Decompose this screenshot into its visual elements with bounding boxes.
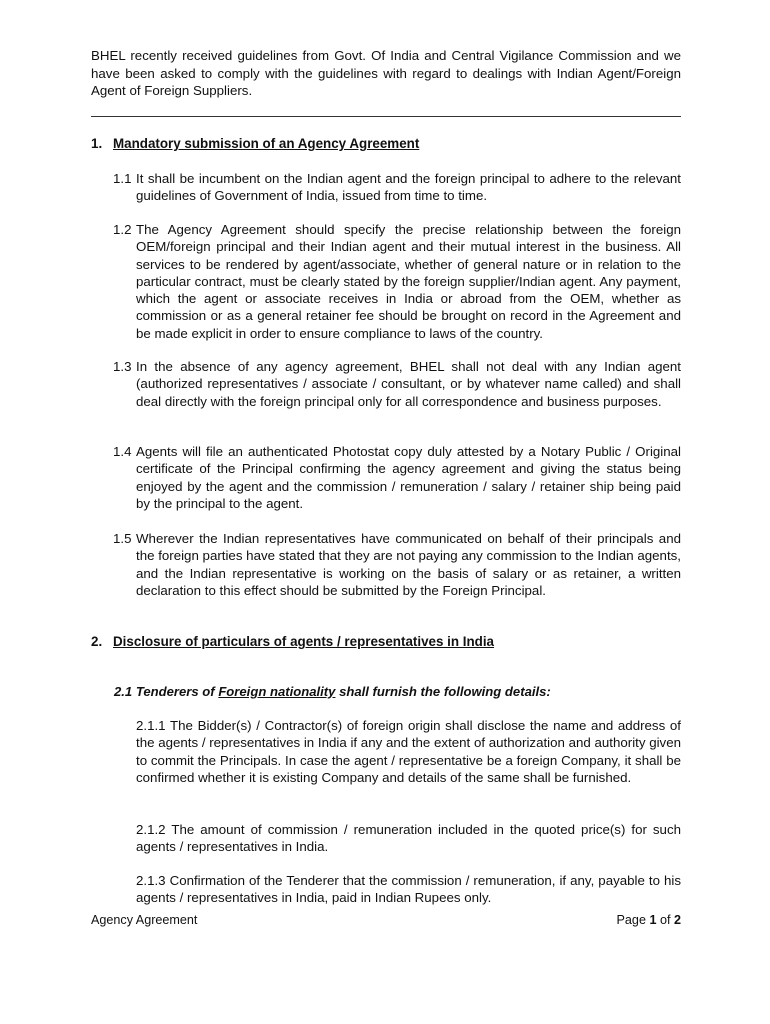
item-2-1-2: 2.1.2 The amount of commission / remuneration included in the quoted price(s) for such agents / representatives in India. [136, 822, 681, 855]
clause-number: 1.4 [113, 444, 132, 459]
clause-1-4 [113, 443, 681, 512]
section-1-number: 1. [91, 136, 103, 151]
subsection-underlined: Foreign nationality [218, 684, 336, 699]
horizontal-divider [91, 116, 681, 117]
section-2-heading [91, 633, 681, 651]
section-2-number: 2. [91, 634, 103, 649]
clause-1-1 [113, 170, 681, 205]
clause-number: 1.2 [113, 222, 132, 237]
clause-text: Wherever the Indian representatives have communicated on behalf of their principals and the foreign parties have stated that they are not paying any commission to the Indian agents, and the Indian representative is working on the basis of salary or as retainer, a written declaration to this effect should be submitted by the Foreign Principal. [136, 531, 681, 598]
subsection-2-1-heading [114, 683, 681, 701]
section-1-heading [91, 135, 681, 153]
clause-text: Agents will file an authenticated Photostat copy duly attested by a Notary Public / Original certificate of the Principal confirming the agency agreement and giving the status being enjoyed by the agent and the commission / remuneration / salary / retainer ship being paid by the principal to the agent. [136, 444, 681, 511]
clause-1-5 [113, 530, 681, 599]
clause-1-3 [113, 358, 681, 410]
item-2-1-1: 2.1.1 The Bidder(s) / Contractor(s) of foreign origin shall disclose the name and address of the agents / representatives in India if any and the extent of authorization and authority given to commit the Principals. In case the agent / representative be a foreign Company, it shall be confirmed whether it is existing Company and details of the same shall be furnished. [136, 718, 681, 785]
page-current: 1 [649, 913, 657, 927]
subsection-suffix: shall furnish the following details: [335, 684, 551, 699]
clause-number: 1.5 [113, 531, 132, 546]
page-of: of [659, 913, 671, 927]
clause-number: 1.1 [113, 171, 132, 186]
clause-1-2 [113, 221, 681, 342]
clause-text: The Agency Agreement should specify the precise relationship between the foreign OEM/foreign principal and their Indian agent and their mutual interest in the business. All services to be rendered by agent/associate, whether of general nature or in relation to the particular contract, must be clearly stated by the foreign supplier/Indian agent. Any payment, which the agent or associate receives in India or abroad from the OEM, whether as commission or as a general retainer fee should be brought on record in the Agreement and be made explicit in order to ensure compliance to laws of the country. [136, 222, 681, 341]
footer-title: Agency Agreement [91, 913, 198, 927]
page-number [617, 912, 681, 928]
section-1-title: Mandatory submission of an Agency Agreement [113, 136, 420, 151]
clause-text: In the absence of any agency agreement, BHEL shall not deal with any Indian agent (authorized representatives / associate / consultant, or by whatever name called) and shall deal directly with the foreign principal only for all correspondence and business purposes. [136, 359, 681, 409]
clause-text: It shall be incumbent on the Indian agent and the foreign principal to adhere to the relevant guidelines of Government of India, issued from time to time. [136, 171, 681, 204]
clause-number: 1.3 [113, 359, 132, 374]
page-label: Page [616, 913, 646, 927]
subsection-prefix: 2.1 Tenderers of [114, 684, 219, 699]
intro-paragraph: BHEL recently received guidelines from Govt. Of India and Central Vigilance Commission and we have been asked to comply with the guidelines with regard to dealings with Indian Agent/Foreign Agent of Foreign Suppliers. [91, 48, 681, 98]
section-2-title: Disclosure of particulars of agents / representatives in India [113, 634, 495, 649]
item-2-1-3: 2.1.3 Confirmation of the Tenderer that the commission / remuneration, if any, payable to his agents / representatives in India, paid in Indian Rupees only. [136, 873, 681, 906]
page-total: 2 [673, 913, 681, 927]
